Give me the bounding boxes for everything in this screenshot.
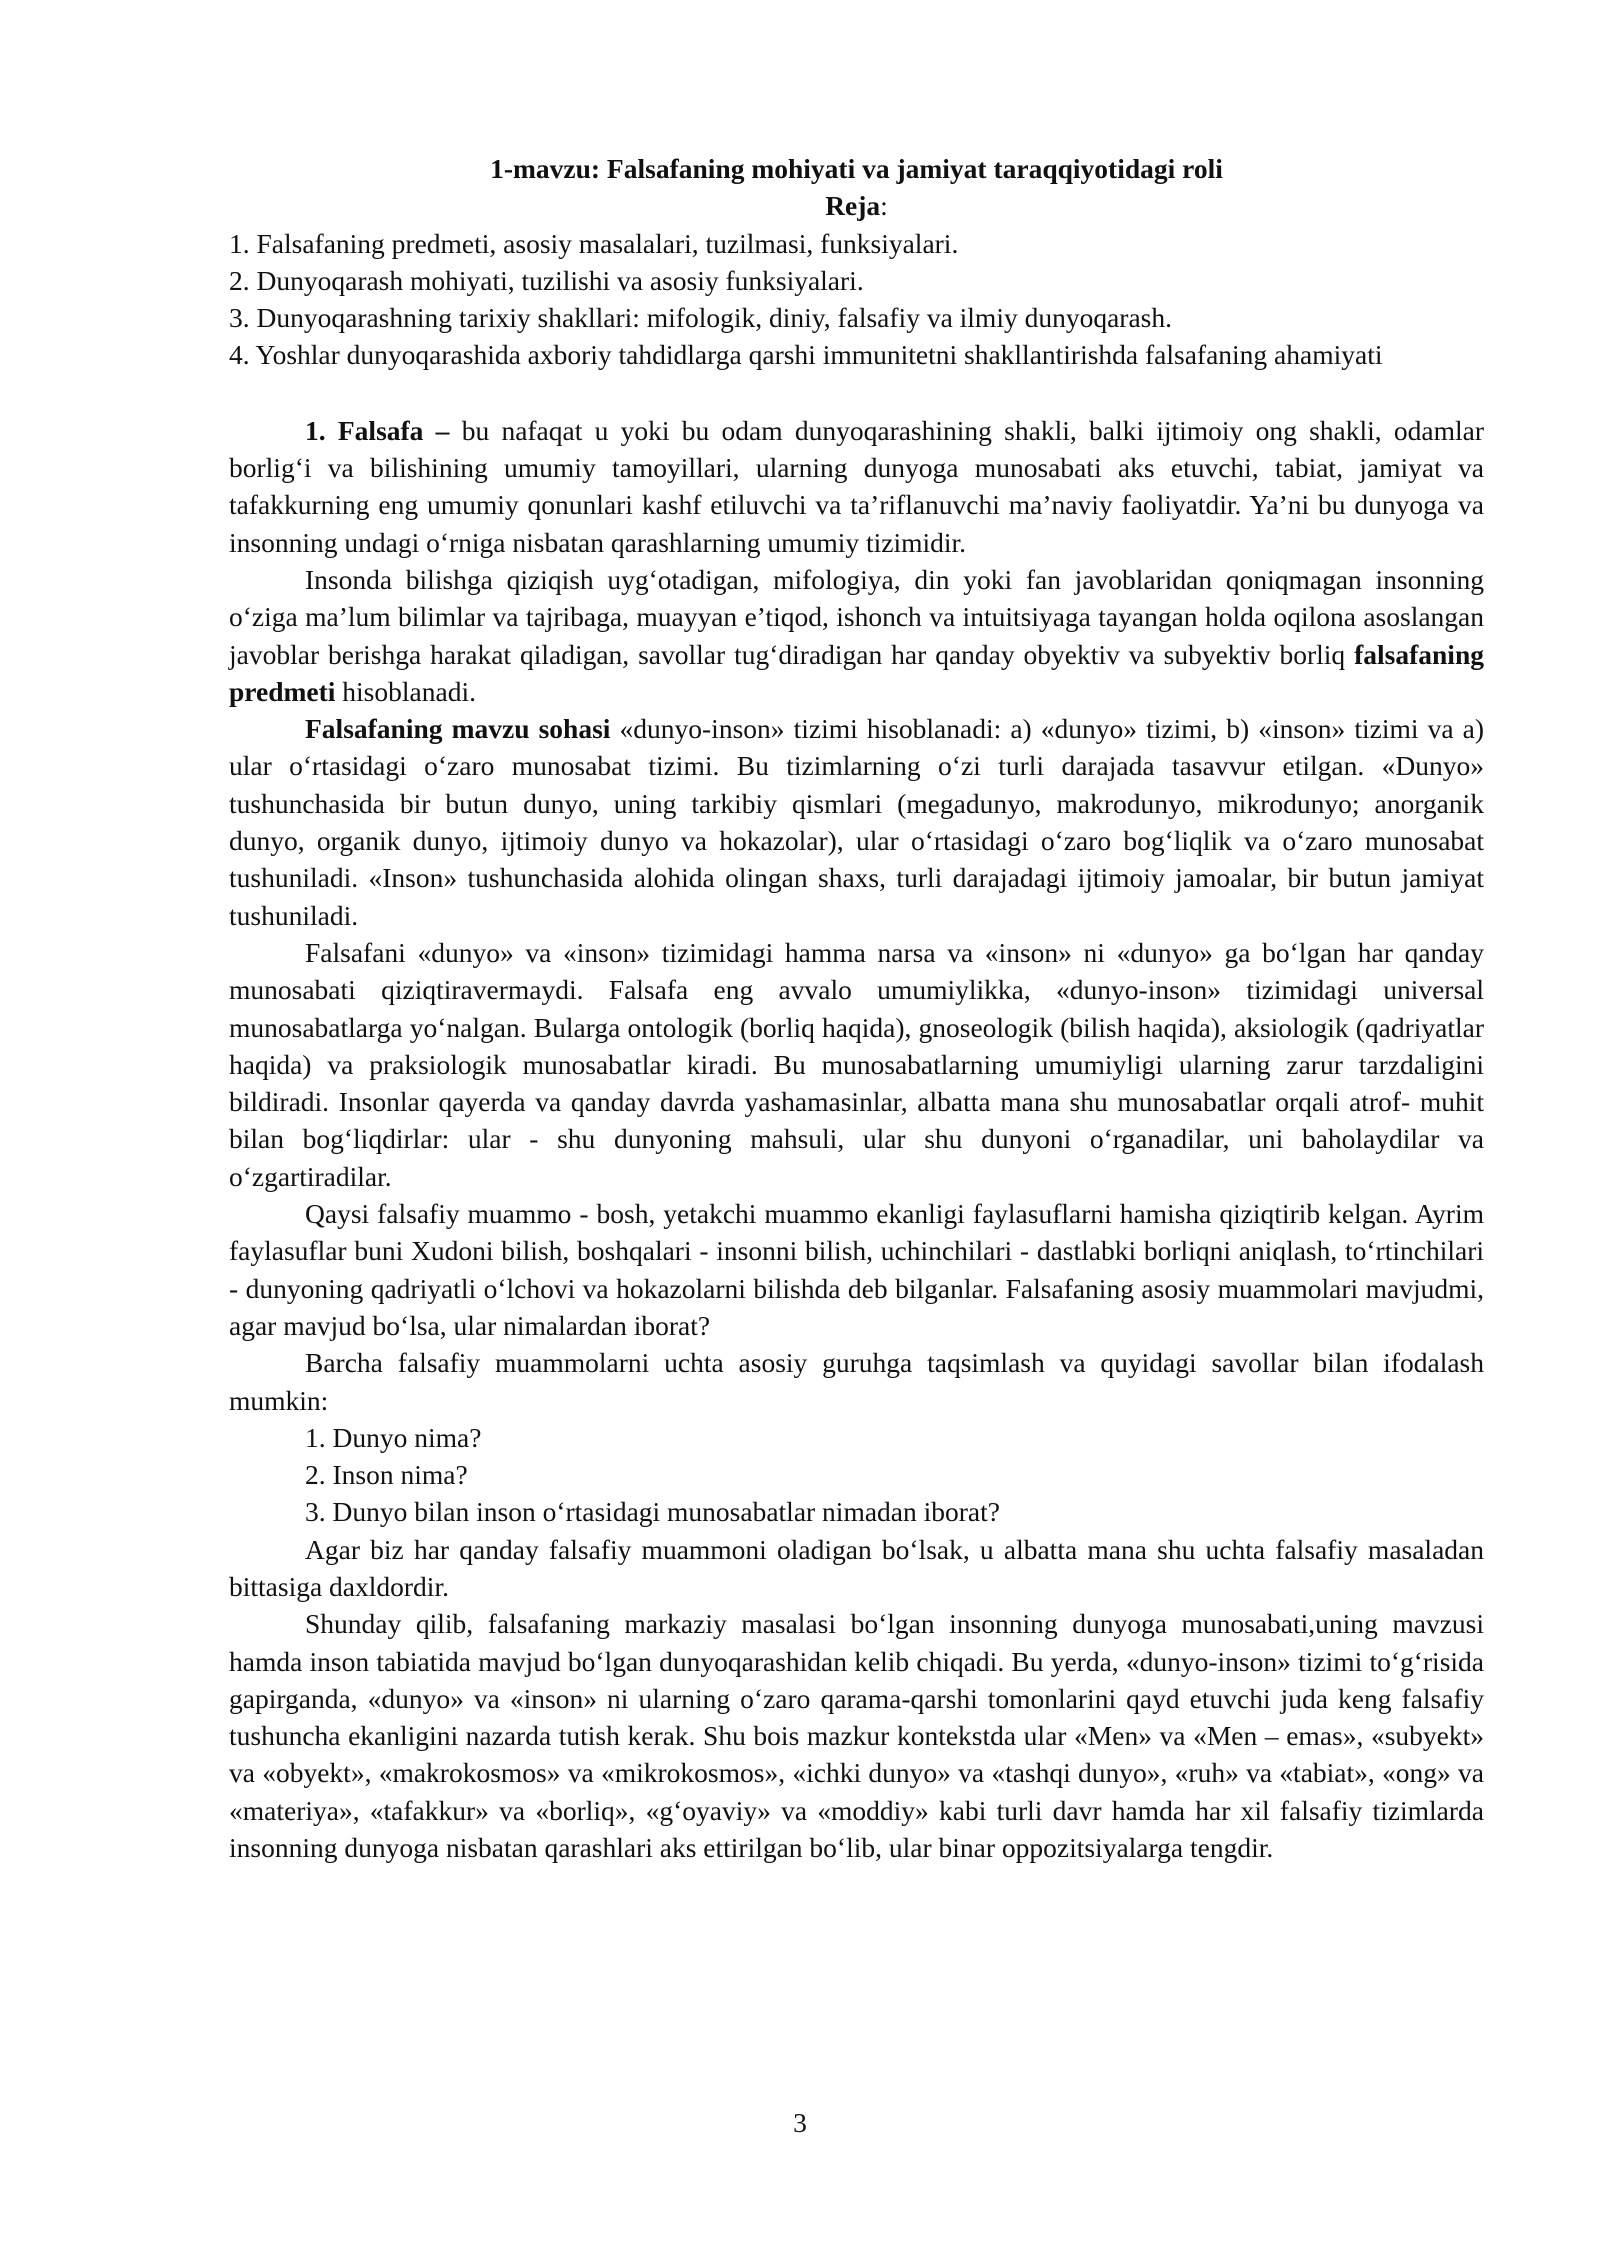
paragraph-groups: Barcha falsafiy muammolarni uchta asosiy guruhga taqsimlash va quyidagi savollar bilan ifodalash mumkin:	[229, 1347, 1484, 1416]
paragraph-scope	[229, 710, 1484, 934]
plan-item-2: 2. Dunyoqarash mohiyati, tuzilishi va asosiy funksiyalari.	[229, 264, 864, 296]
question-item-2: 2. Inson nima?	[305, 1459, 468, 1491]
paragraph-relations: Falsafani «dunyo» va «inson» tizimidagi hamma narsa va «inson» ni «dunyo» ga bo‘lgan har qanday munosabati qiziqtiravermaydi. Falsafa eng avvalo umumiylikka, «dunyo-inson» tizimidagi universal munosabatlarga yo‘nalgan. Bularga ontologik (borliq haqida), gnoseologik (bilish haqida), aksiologik (qadriyatlar haqida) va praksiologik munosabatlar kiradi. Bu munosabatlarning umumiyligi ularning zarur tarzdaligini bildiradi. Insonlar qayerda va qanday davrda yashamasinlar, albatta mana shu munosabatlar orqali atrof- muhit bilan bog‘liqdirlar: ular - shu dunyoning mahsuli, ular shu dunyoni o‘rganadilar, uni baholaydilar va o‘zgartiradilar.	[229, 936, 1484, 1192]
plan-item-1: 1. Falsafaning predmeti, asosiy masalalari, tuzilmasi, funksiyalari.	[229, 227, 959, 259]
paragraph-definition	[229, 412, 1484, 561]
plan-heading	[229, 187, 1484, 224]
plan-label: Reja	[825, 190, 881, 222]
subject-text: Insonda bilishga qiziqish uyg‘otadigan, mifologiya, din yoki fan javoblaridan qoniqmagan insonning o‘ziga ma’lum bilimlar va tajribaga, muayyan e’tiqod, ishonch va intuitsiyaga tayangan holda oqilona asoslangan javoblar berishga harakat qiladigan, savollar tug‘diradigan har qanday obyektiv va subyektiv borliq	[229, 563, 1484, 670]
definition-text: bu nafaqat u yoki bu odam dunyoqarashining shakli, balki ijtimoiy ong shakli, odamlar borlig‘i va bilishining umumiy tamoyillari, ularning dunyoga munosabati aks etuvchi, tabiat, jamiyat va tafakkurning eng umumiy qonunlari kashf etiluvchi va ta’riflanuvchi ma’naviy faoliyatdir. Ya’ni bu dunyoga va insonning undagi o‘rniga nisbatan qarashlarning umumiy tizimidir.	[229, 414, 1484, 558]
subject-end: hisoblanadi.	[335, 675, 476, 707]
paragraph-subject	[229, 561, 1484, 710]
section-gap	[229, 374, 1484, 412]
question-item-1: 1. Dunyo nima?	[305, 1421, 482, 1453]
plan-item-4: 4. Yoshlar dunyoqarashida axboriy tahdidlarga qarshi immunitetni shakllantirishda falsafaning ahamiyati	[229, 339, 1383, 371]
paragraph-main-problem: Qaysi falsafiy muammo - bosh, yetakchi muammo ekanligi faylasuflarni hamisha qiziqtirib kelgan. Ayrim faylasuflar buni Xudoni bilish, boshqalari - insonni bilish, uchinchilari - dastlabki borliqni aniqlash, to‘rtinchilari - dunyoning qadriyatli o‘lchovi va hokazolarni bilishda deb bilganlar. Falsafaning asosiy muammolari mavjudmi, agar mavjud bo‘lsa, ular nimalardan iborat?	[229, 1198, 1484, 1341]
definition-term: 1. Falsafa –	[305, 414, 450, 446]
scope-term: Falsafaning mavzu sohasi	[305, 713, 611, 745]
scope-text: «dunyo-inson» tizimi hisoblanadi: a) «dunyo» tizimi, b) «inson» tizimi va a) ular o‘rtasidagi o‘zaro munosabat tizimi. Bu tizimlarning o‘zi turli darajada tasavvur etilgan. «Dunyo» tushunchasida bir butun dunyo, uning tarkibiy qismlari (megadunyo, makrodunyo, mikrodunyo; anorganik dunyo, organik dunyo, ijtimoiy dunyo va hokazolar), ular o‘rtasidagi o‘zaro bog‘liqlik va o‘zaro munosabat tushuniladi. «Inson» tushunchasida alohida olingan shaxs, turli darajadagi ijtimoiy jamoalar, bir butun jamiyat tushuniladi.	[229, 713, 1484, 931]
plan-item-3: 3. Dunyoqarashning tarixiy shakllari: mifologik, diniy, falsafiy va ilmiy dunyoqarash.	[229, 302, 1172, 334]
page-content	[229, 150, 1484, 1866]
page-number: 3	[793, 2107, 807, 2138]
topic-title: 1-mavzu: Falsafaning mohiyati va jamiyat taraqqiyotidagi roli	[490, 153, 1223, 184]
plan-colon: :	[880, 190, 888, 222]
question-item-3: 3. Dunyo bilan inson o‘rtasidagi munosabatlar nimadan iborat?	[305, 1496, 1000, 1528]
subject-term: falsafaning predmeti	[229, 638, 1484, 707]
paragraph-relevance: Agar biz har qanday falsafiy muammoni oladigan bo‘lsak, u albatta mana shu uchta falsafiy masaladan bittasiga daxldordir.	[229, 1533, 1484, 1602]
paragraph-conclusion: Shunday qilib, falsafaning markaziy masalasi bo‘lgan insonning dunyoga munosabati,uning mavzusi hamda inson tabiatida mavjud bo‘lgan dunyoqarashidan kelib chiqadi. Bu yerda, «dunyo-inson» tizimi to‘g‘risida gapirganda, «dunyo» va «inson» ni ularning o‘zaro qarama-qarshi tomonlarini qayd etuvchi juda keng falsafiy tushuncha ekanligini nazarda tutish kerak. Shu bois mazkur kontekstda ular «Men» va «Men – emas», «subyekt» va «obyekt», «makrokosmos» va «mikrokosmos», «ichki dunyo» va «tashqi dunyo», «ruh» va «tabiat», «ong» va «materiya», «tafakkur» va «borliq», «g‘oyaviy» va «moddiy» kabi turli davr hamda har xil falsafiy tizimlarda insonning dunyoga nisbatan qarashlari aks ettirilgan bo‘lib, ular binar oppozitsiyalarga tengdir.	[229, 1608, 1484, 1864]
